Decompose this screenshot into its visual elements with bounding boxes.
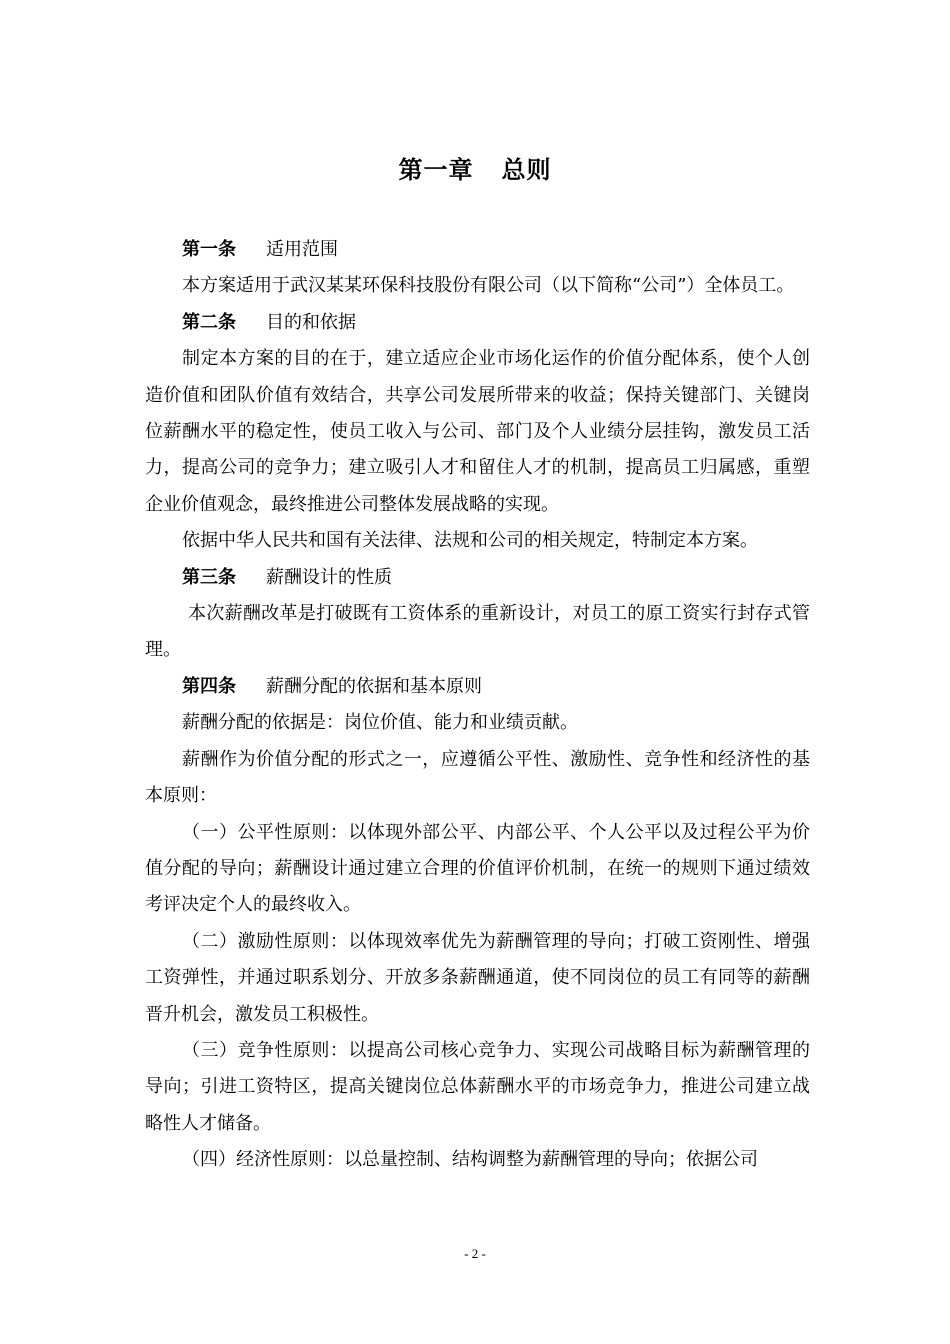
paragraph: 薪酬分配的依据是：岗位价值、能力和业绩贡献。: [182, 712, 578, 734]
article-title: 适用范围: [266, 239, 338, 260]
paragraph: 薪酬作为价值分配的形式之一，应遵循公平性、激励性、竞争性和经济性的基本原则：: [145, 748, 810, 807]
article-number: 第四条: [182, 675, 236, 697]
principle-item: （二）激励性原则：以体现效率优先为薪酬管理的导向；打破工资刚性、增强工资弹性，并通过职系划分、开放多条薪酬通道，使不同岗位的员工有同等的薪酬晋升机会，激发员工积极性。: [145, 930, 810, 1025]
paragraph: 依据中华人民共和国有关法律、法规和公司的相关规定，特制定本方案。: [182, 530, 758, 552]
article-title: 目的和依据: [266, 311, 356, 333]
article-heading-2: [145, 305, 810, 341]
principle-item: （三）竞争性原则：以提高公司核心竞争力、实现公司战略目标为薪酬管理的导向；引进工资特区，提高关键岗位总体薪酬水平的市场竞争力，推进公司建立战略性人才储备。: [145, 1039, 810, 1134]
principle-item: （四）经济性原则：以总量控制、结构调整为薪酬管理的导向；依据公司: [182, 1149, 758, 1171]
chapter-number: 第一章: [398, 155, 474, 184]
principle-item: （一）公平性原则：以体现外部公平、内部公平、个人公平以及过程公平为价值分配的导向；薪酬设计通过建立合理的价值评价机制，在统一的规则下通过绩效考评决定个人的最终收入。: [145, 821, 810, 916]
article-heading-4: [145, 669, 810, 705]
article-heading-3: [145, 560, 810, 596]
article-heading-1: [145, 232, 810, 268]
document-body: [145, 232, 810, 1179]
article-title: 薪酬分配的依据和基本原则: [266, 675, 482, 697]
article-number: 第一条: [182, 239, 236, 260]
chapter-title: [0, 150, 950, 190]
paragraph: 制定本方案的目的在于，建立适应企业市场化运作的价值分配体系，使个人创造价值和团队价值有效结合，共享公司发展所带来的收益；保持关键部门、关键岗位薪酬水平的稳定性，使员工收入与公司、部门及个人业绩分层挂钩，激发员工活力，提高公司的竞争力；建立吸引人才和留住人才的机制，提高员工归属感，重塑企业价值观念，最终推进公司整体发展战略的实现。: [145, 348, 810, 515]
paragraph: 本次薪酬改革是打破既有工资体系的重新设计，对员工的原工资实行封存式管理。: [145, 603, 810, 661]
paragraph: 本方案适用于武汉某某环保科技股份有限公司（以下简称“公司”）全体员工。: [182, 275, 795, 297]
chapter-name: 总则: [501, 155, 552, 184]
article-number: 第二条: [182, 311, 236, 333]
article-number: 第三条: [182, 566, 236, 588]
article-title: 薪酬设计的性质: [266, 566, 392, 588]
page-number: - 2 -: [464, 1246, 486, 1261]
